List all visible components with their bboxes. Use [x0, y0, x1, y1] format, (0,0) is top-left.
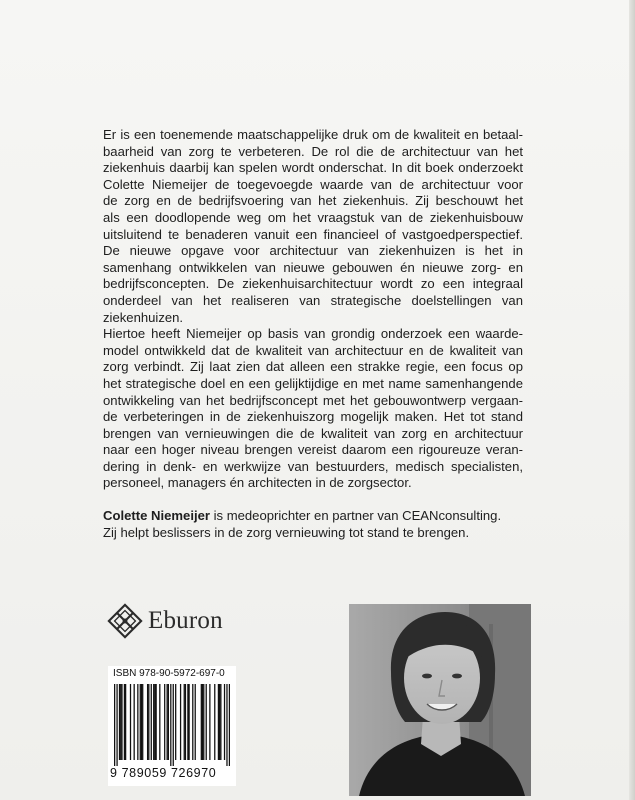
description-line: Colette Niemeijer de toegevoegde waarde van de architectuur voor: [103, 176, 523, 192]
barcode-bar: [120, 684, 121, 760]
barcode-bar: [202, 684, 203, 760]
barcode-bar: [134, 684, 135, 760]
description-line: baarheid van zorg te verbeteren. De rol die de architectuur van het: [103, 143, 523, 159]
barcode-bar: [116, 684, 117, 766]
barcode-bar: [224, 684, 225, 760]
author-photo: [349, 604, 531, 796]
eburon-cross-knot-icon: [106, 602, 144, 640]
ean13-bars: [114, 684, 230, 766]
description-line: Hiertoe heeft Niemeijer op basis van grondig onderzoek een waarde-: [103, 326, 523, 342]
description-line: zorg verbindt. Zij laat zien dat alleen een strakke regie, een focus op: [103, 359, 523, 375]
barcode-bar: [203, 684, 204, 760]
barcode-bar: [170, 684, 171, 766]
barcode-bar: [147, 684, 148, 760]
author-bio: [103, 508, 523, 541]
description-line: de zorg en de bedrijfsvoering van het ziekenhuis. Zij beschouwt het: [103, 193, 523, 209]
description-line: personeel, managers én architecten in de zorgsector.: [103, 475, 412, 491]
description-line: naar een hoger niveau brengen vereist daarom een rigoureuze veran-: [103, 442, 523, 458]
barcode-bar: [124, 684, 125, 760]
barcode-bar: [119, 684, 120, 760]
description-line: ziekenhuis daarbij kan spelen wordt onderschat. In dit boek onderzoekt: [103, 160, 523, 176]
barcode-bar: [114, 684, 115, 766]
barcode-bar: [218, 684, 219, 760]
author-bio-line2: Zij helpt beslissers in de zorg vernieuwing tot stand te brengen.: [103, 524, 470, 540]
description-line: De nieuwe opgave voor architectuur van ziekenhuizen is het in: [103, 243, 523, 259]
description-line: ziekenhuizen.: [103, 309, 184, 325]
barcode-bar: [220, 684, 221, 760]
description-line: Er is een toenemende maatschappelijke druk om de kwaliteit en betaal-: [103, 127, 523, 142]
description-line: als een doodlopende weg om het vraagstuk van de ziekenhuisbouw: [103, 209, 523, 225]
barcode-bar: [141, 684, 142, 760]
isbn-barcode: [108, 666, 236, 786]
description-paragraphs: [103, 127, 523, 492]
barcode-bar: [187, 684, 188, 760]
description-line: de verbeteringen in de ziekenhuiszorg mogelijk maken. Het tot stand: [103, 409, 523, 425]
barcode-bar: [153, 684, 154, 760]
barcode-bar: [188, 684, 189, 760]
description-line: brengen van vernieuwingen die de kwaliteit van zorg en architectuur: [103, 425, 523, 441]
barcode-bar: [167, 684, 168, 760]
description-line: samenhang ontwikkelen van nieuwe gebouwen én nieuwe zorg- en: [103, 259, 523, 275]
barcode-bar: [192, 684, 193, 760]
publisher-name: Eburon: [148, 607, 223, 634]
description-line: het strategische doel en een gelijktijdige en met name samenhangende: [103, 375, 523, 391]
barcode-bar: [209, 684, 210, 760]
barcode-bar: [159, 684, 160, 760]
author-bio-line1: is medeoprichter en partner van CEANconsulting.: [209, 508, 502, 524]
description-line: onderdeel van het realiseren van strategische doelstellingen van: [103, 292, 523, 308]
barcode-bar: [185, 684, 186, 760]
barcode-bar: [173, 684, 174, 766]
author-name: Colette Niemeijer: [103, 508, 210, 524]
description-line: ontwikkeling van het bedrijfsconcept met het gebouwontwerp vergaan-: [103, 392, 523, 408]
barcode-bar: [229, 684, 230, 766]
barcode-bar: [201, 684, 202, 760]
barcode-bar: [130, 684, 131, 760]
barcode-bar: [180, 684, 181, 760]
isbn-label: ISBN 978-90-5972-697-0: [113, 668, 225, 679]
description-line: dering in denk- en werkwijze van bestuurders, medisch specialisten,: [103, 458, 523, 474]
barcode-bar: [154, 684, 155, 760]
barcode-bar: [140, 684, 141, 760]
barcode-bar: [214, 684, 215, 760]
description-line: bedrijfsconcepten. De ziekenhuisarchitectuur wordt zo een integraal: [103, 276, 523, 292]
publisher-logo: [106, 601, 223, 641]
description-line: uitsluitend te benaderen vanuit een financieel of vastgoedperspectief.: [103, 226, 523, 242]
description-line: model ontwikkeld dat de kwaliteit van architectuur en de kwaliteit van: [103, 342, 523, 358]
barcode-bar: [206, 684, 207, 760]
barcode-bar: [175, 684, 176, 760]
barcode-bar: [125, 684, 126, 760]
barcode-bar: [151, 684, 152, 760]
barcode-bar: [137, 684, 138, 760]
barcode-bar: [121, 684, 122, 760]
barcode-bar: [168, 684, 169, 760]
barcode-bar: [156, 684, 157, 760]
barcode-bar: [184, 684, 185, 760]
barcode-bar: [142, 684, 143, 760]
barcode-bar: [219, 684, 220, 760]
barcode-bar: [226, 684, 227, 766]
barcode-bar: [164, 684, 165, 760]
ean-digits: 9 789059 726970: [110, 766, 217, 780]
author-portrait-photo: [349, 604, 531, 796]
barcode-bar: [195, 684, 196, 760]
barcode-bar: [148, 684, 149, 760]
description-text: [103, 127, 523, 541]
